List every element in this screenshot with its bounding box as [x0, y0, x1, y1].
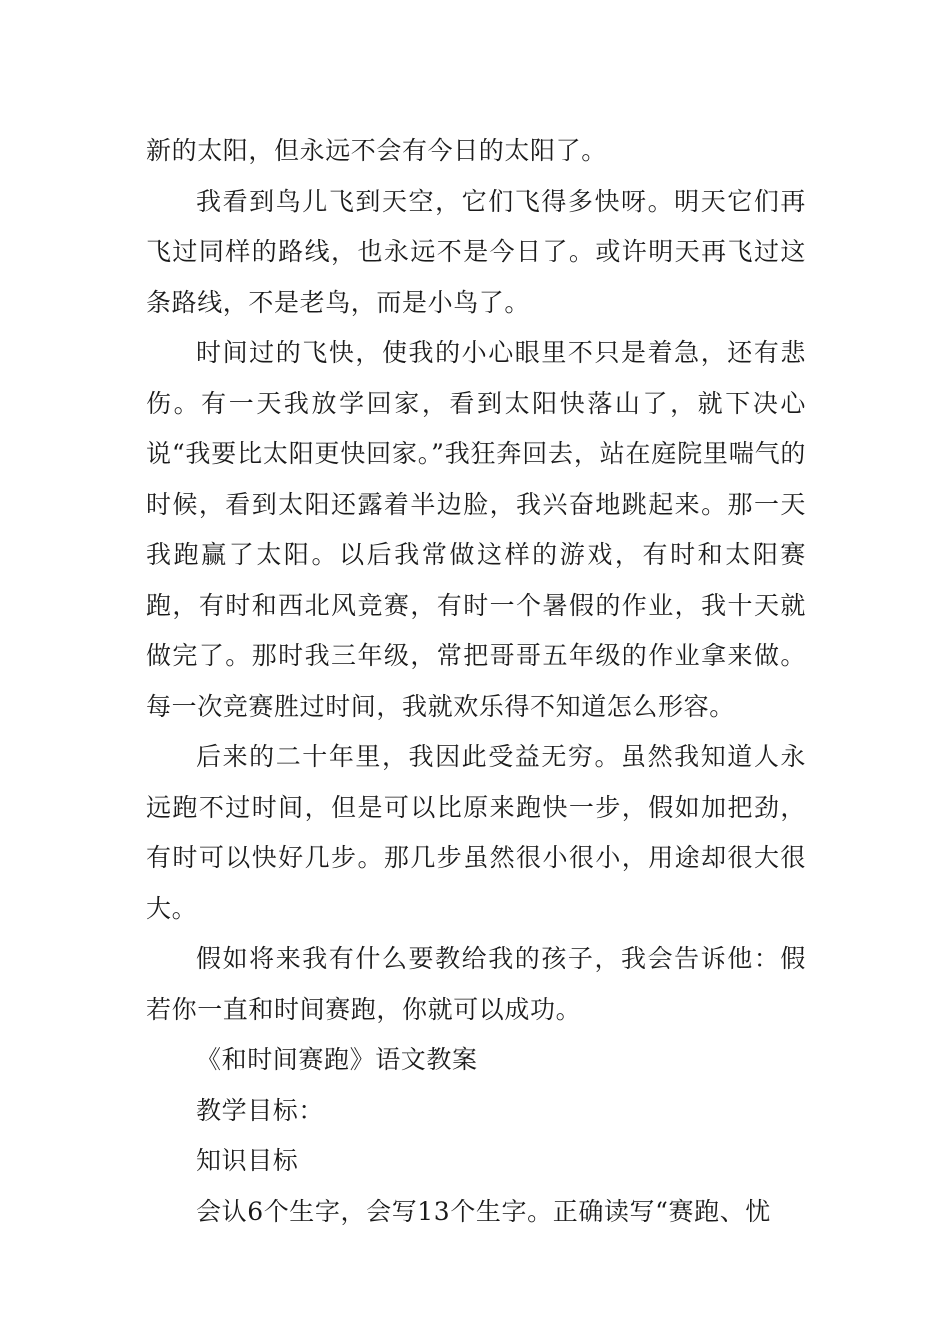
paragraph-benefit: 后来的二十年里，我因此受益无穷。虽然我知道人永远跑不过时间，但是可以比原来跑快一步，假如加把劲，有时可以快好几步。那几步虽然很小很小，用途却很大很大。 — [146, 742, 806, 923]
paragraph-advice: 假如将来我有什么要教给我的孩子，我会告诉他：假若你一直和时间赛跑，你就可以成功。 — [146, 944, 806, 1024]
paragraph-race-sun: 时间过的飞快，使我的小心眼里不只是着急，还有悲伤。有一天我放学回家，看到太阳快落山了，就下决心说“我要比太阳更快回家。”我狂奔回去，站在庭院里喘气的时候，看到太阳还露着半边脸，我兴奋地跳起来。那一天我跑赢了太阳。以后我常做这样的游戏，有时和太阳赛跑，有时和西北风竞赛，有时一个暑假的作业，我十天就做完了。那时我三年级，常把哥哥五年级的作业拿来做。每一次竞赛胜过时间，我就欢乐得不知道怎么形容。 — [146, 338, 806, 721]
paragraph-birds: 我看到鸟儿飞到天空，它们飞得多快呀。明天它们再飞过同样的路线，也永远不是今日了。或许明天再飞过这条路线，不是老鸟，而是小鸟了。 — [146, 186, 806, 317]
paragraph-continuation: 新的太阳，但永远不会有今日的太阳了。 — [146, 136, 607, 165]
knowledge-goals-text: 会认6个生字，会写13个生字。正确读写“赛跑、忧 — [196, 1196, 771, 1226]
lesson-plan-title: 《和时间赛跑》语文教案 — [196, 1045, 478, 1074]
knowledge-goals-heading: 知识目标 — [196, 1146, 299, 1175]
document-body — [146, 126, 806, 1237]
teaching-goals-heading: 教学目标： — [196, 1095, 325, 1125]
